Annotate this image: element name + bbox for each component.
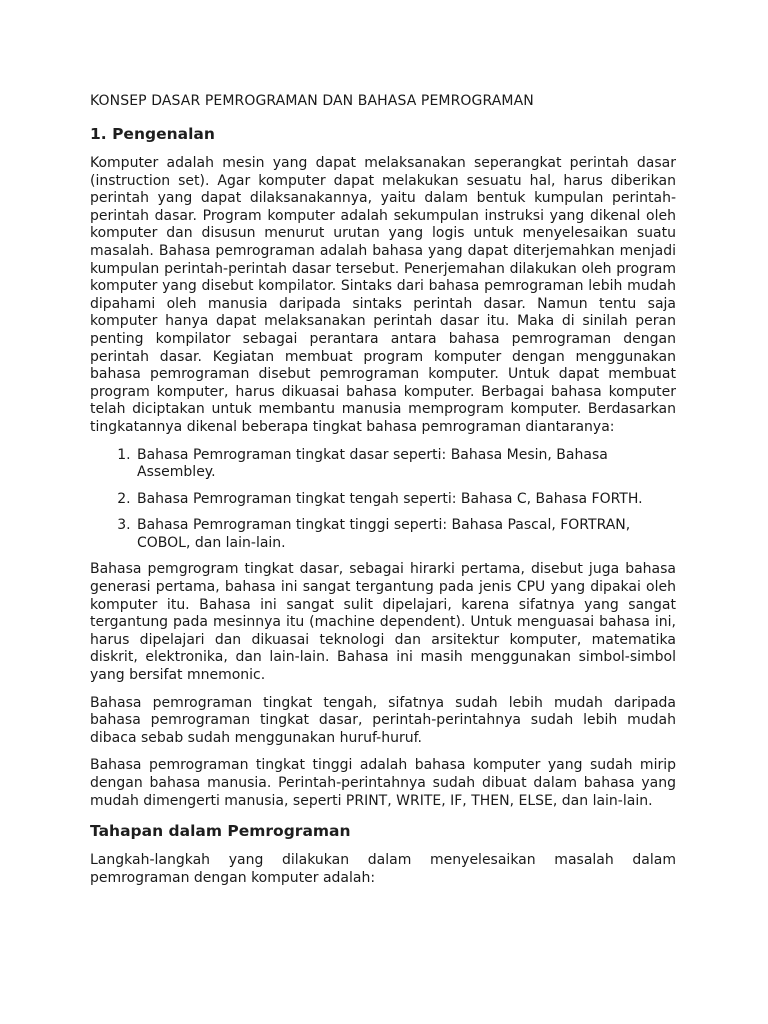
paragraph-low-level: Bahasa pemgrogram tingkat dasar, sebagai hirarki pertama, disebut juga bahasa generasi pertama, bahasa ini sangat tergantung pada jenis CPU yang dipakai oleh komputer itu. Bahasa ini sangat sulit dipelajari, karena sifatnya yang sangat tergantung pada mesinnya itu (machine dependent). Untuk menguasai bahasa ini, harus dipelajari dan dikuasai teknologi dan arsitektur komputer, matematika diskrit, elektronika, dan lain-lain. Bahasa ini masih menggunakan simbol-simbol yang bersifat mnemonic.: [90, 561, 676, 684]
paragraph-mid-level: Bahasa pemrograman tingkat tengah, sifatnya sudah lebih mudah daripada bahasa pemrograman tingkat dasar, perintah-perintahnya sudah lebih mudah dibaca sebab sudah menggunakan huruf-huruf.: [90, 694, 676, 746]
list-item: [135, 447, 676, 482]
list-item: [135, 491, 676, 509]
language-levels-list: [90, 447, 676, 553]
list-item-text: 1. Bahasa Pemrograman tingkat dasar seperti: Bahasa Mesin, Bahasa Assembley.: [137, 446, 608, 481]
document-title: KONSEP DASAR PEMROGRAMAN DAN BAHASA PEMROGRAMAN: [90, 93, 534, 109]
paragraph-steps-intro: Langkah-langkah yang dilakukan dalam menyelesaikan masalah dalam pemrograman dengan komputer adalah:: [90, 852, 676, 886]
list-item-text: 3. Bahasa Pemrograman tingkat tinggi seperti: Bahasa Pascal, FORTRAN, COBOL, dan lain-lain.: [137, 517, 631, 551]
list-item: [135, 517, 676, 552]
list-item-text: 2. Bahasa Pemrograman tingkat tengah seperti: Bahasa C, Bahasa FORTH.: [137, 490, 643, 507]
section-heading-pengenalan: 1. Pengenalan: [90, 125, 215, 143]
document-page: [90, 91, 676, 897]
section-heading-tahapan: Tahapan dalam Pemrograman: [90, 822, 351, 841]
paragraph-high-level: Bahasa pemrograman tingkat tinggi adalah bahasa komputer yang sudah mirip dengan bahasa manusia. Perintah-perintahnya sudah dibuat dalam bahasa yang mudah dimengerti manusia, seperti PRINT, WRITE, IF, THEN, ELSE, dan lain-lain.: [90, 757, 676, 809]
paragraph-intro: Komputer adalah mesin yang dapat melaksanakan seperangkat perintah dasar (instruction set). Agar komputer dapat melakukan sesuatu hal, harus diberikan perintah yang dapat dilaksanakannya, yaitu dalam bentuk kumpulan perintah-perintah dasar. Program komputer adalah sekumpulan instruksi yang dikenal oleh komputer dan disusun menurut urutan yang logis untuk menyelesaikan suatu masalah. Bahasa pemrograman adalah bahasa yang dapat diterjemahkan menjadi kumpulan perintah-perintah dasar tersebut. Penerjemahan dilakukan oleh program komputer yang disebut kompilator. Sintaks dari bahasa pemrograman lebih mudah dipahami oleh manusia daripada sintaks perintah dasar. Namun tentu saja komputer hanya dapat melaksanakan perintah dasar itu. Maka di sinilah peran penting kompilator sebagai perantara antara bahasa pemrograman dengan perintah dasar. Kegiatan membuat program komputer dengan menggunakan bahasa pemrograman disebut pemrograman komputer. Untuk dapat membuat program komputer, harus dikuasai bahasa komputer. Berbagai bahasa komputer telah diciptakan untuk membantu manusia memprogram komputer. Berdasarkan tingkatannya dikenal beberapa tingkat bahasa pemrograman diantaranya:: [90, 155, 676, 435]
